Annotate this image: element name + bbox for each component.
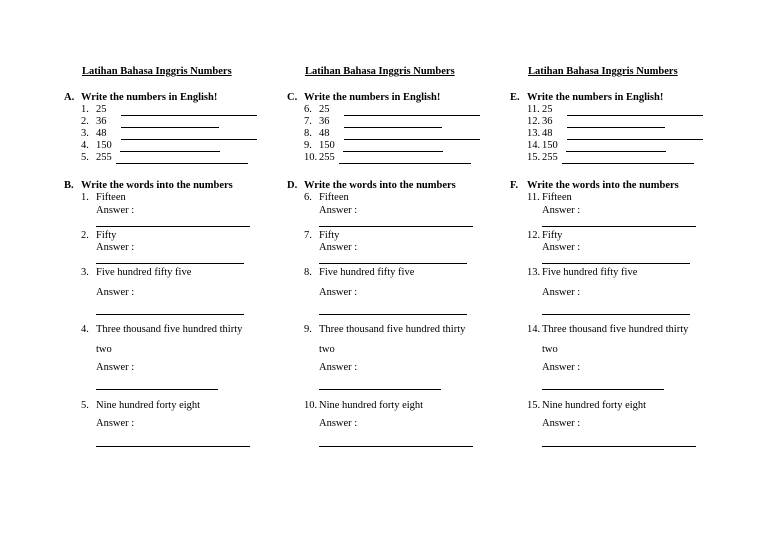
question-text: Nine hundred forty eight	[96, 400, 201, 411]
answer-label: Answer :	[319, 205, 358, 216]
question-text: Fifty	[96, 230, 117, 241]
answer-line	[542, 226, 696, 227]
question-text: Fifteen	[96, 192, 126, 203]
answer-line	[96, 389, 218, 390]
question-number: 6.	[304, 192, 312, 203]
answer-line	[319, 263, 467, 264]
list-item: 14. 150	[527, 140, 666, 152]
section-f-heading: F. Write the words into the numbers	[510, 180, 679, 191]
answer-line	[121, 118, 219, 128]
question-number: 13.	[527, 267, 541, 278]
answer-line	[567, 106, 703, 116]
answer-label: Answer :	[96, 242, 135, 253]
question-number: 4.	[81, 324, 89, 335]
answer-line	[319, 389, 441, 390]
question-text: Three thousand five hundred thirty	[96, 324, 243, 335]
worksheet-column-1	[64, 66, 294, 429]
answer-line	[344, 130, 480, 140]
answer-label: Answer :	[319, 287, 358, 298]
question-number: 1.	[81, 192, 89, 203]
answer-label: Answer :	[542, 205, 581, 216]
question-number: 2.	[81, 230, 89, 241]
list-item: 6. 25	[304, 104, 480, 116]
section-a-heading: A. Write the numbers in English!	[64, 92, 218, 103]
answer-line	[116, 154, 248, 164]
answer-label: Answer :	[542, 362, 581, 373]
question-text: Fifty	[542, 230, 563, 241]
list-item: 3. 48	[81, 128, 257, 140]
section-c-heading: C. Write the numbers in English!	[287, 92, 441, 103]
answer-line	[542, 446, 696, 447]
list-item: 9. 150	[304, 140, 443, 152]
answer-line	[96, 446, 250, 447]
list-item: 12. 36	[527, 116, 665, 128]
worksheet-column-2	[287, 66, 517, 429]
question-number: 5.	[81, 400, 89, 411]
question-number: 15.	[527, 400, 541, 411]
question-text: Three thousand five hundred thirty	[319, 324, 466, 335]
answer-line	[319, 314, 467, 315]
answer-line	[96, 314, 244, 315]
section-e-heading: E. Write the numbers in English!	[510, 92, 664, 103]
list-item: 8. 48	[304, 128, 480, 140]
list-item: 2. 36	[81, 116, 219, 128]
worksheet-column-3	[510, 66, 740, 429]
answer-label: Answer :	[96, 362, 135, 373]
question-text: Fifteen	[319, 192, 349, 203]
question-text: Five hundred fifty five	[319, 267, 415, 278]
answer-label: Answer :	[319, 418, 358, 429]
answer-line	[567, 118, 665, 128]
question-number: 8.	[304, 267, 312, 278]
answer-line	[96, 226, 250, 227]
answer-label: Answer :	[96, 418, 135, 429]
question-number: 9.	[304, 324, 312, 335]
answer-line	[121, 130, 257, 140]
answer-line	[542, 389, 664, 390]
answer-line	[343, 142, 443, 152]
answer-label: Answer :	[542, 242, 581, 253]
answer-line	[319, 226, 473, 227]
worksheet-title: Latihan Bahasa Inggris Numbers	[528, 66, 678, 77]
answer-label: Answer :	[319, 242, 358, 253]
question-text: Nine hundred forty eight	[542, 400, 647, 411]
answer-label: Answer :	[96, 205, 135, 216]
answer-label: Answer :	[319, 362, 358, 373]
answer-line	[542, 263, 690, 264]
question-text: Nine hundred forty eight	[319, 400, 424, 411]
list-item: 10. 255	[304, 152, 471, 164]
answer-label: Answer :	[542, 418, 581, 429]
answer-label: Answer :	[96, 287, 135, 298]
list-item: 15. 255	[527, 152, 694, 164]
answer-line	[542, 314, 690, 315]
question-text: Five hundred fifty five	[542, 267, 638, 278]
list-item: 7. 36	[304, 116, 442, 128]
question-number: 3.	[81, 267, 89, 278]
question-number: 10.	[304, 400, 318, 411]
question-number: 11.	[527, 192, 540, 203]
list-item: 4. 150	[81, 140, 220, 152]
question-number: 7.	[304, 230, 312, 241]
answer-line	[562, 154, 694, 164]
question-text: Fifteen	[542, 192, 572, 203]
section-b-heading: B. Write the words into the numbers	[64, 180, 233, 191]
answer-line	[567, 130, 703, 140]
answer-line	[339, 154, 471, 164]
answer-label: Answer :	[542, 287, 581, 298]
question-text: Fifty	[319, 230, 340, 241]
list-item: 13. 48	[527, 128, 703, 140]
question-text: two	[319, 344, 335, 355]
question-number: 14.	[527, 324, 541, 335]
question-number: 12.	[527, 230, 541, 241]
answer-line	[121, 106, 257, 116]
section-d-heading: D. Write the words into the numbers	[287, 180, 456, 191]
worksheet-title: Latihan Bahasa Inggris Numbers	[82, 66, 232, 77]
answer-line	[96, 263, 244, 264]
question-text: Three thousand five hundred thirty	[542, 324, 689, 335]
question-text: two	[542, 344, 558, 355]
answer-line	[120, 142, 220, 152]
answer-line	[319, 446, 473, 447]
question-text: Five hundred fifty five	[96, 267, 192, 278]
answer-line	[344, 118, 442, 128]
list-item: 5. 255	[81, 152, 248, 164]
worksheet-title: Latihan Bahasa Inggris Numbers	[305, 66, 455, 77]
answer-line	[566, 142, 666, 152]
list-item: 11. 25	[527, 104, 703, 116]
list-item: 1. 25	[81, 104, 257, 116]
answer-line	[344, 106, 480, 116]
question-text: two	[96, 344, 112, 355]
